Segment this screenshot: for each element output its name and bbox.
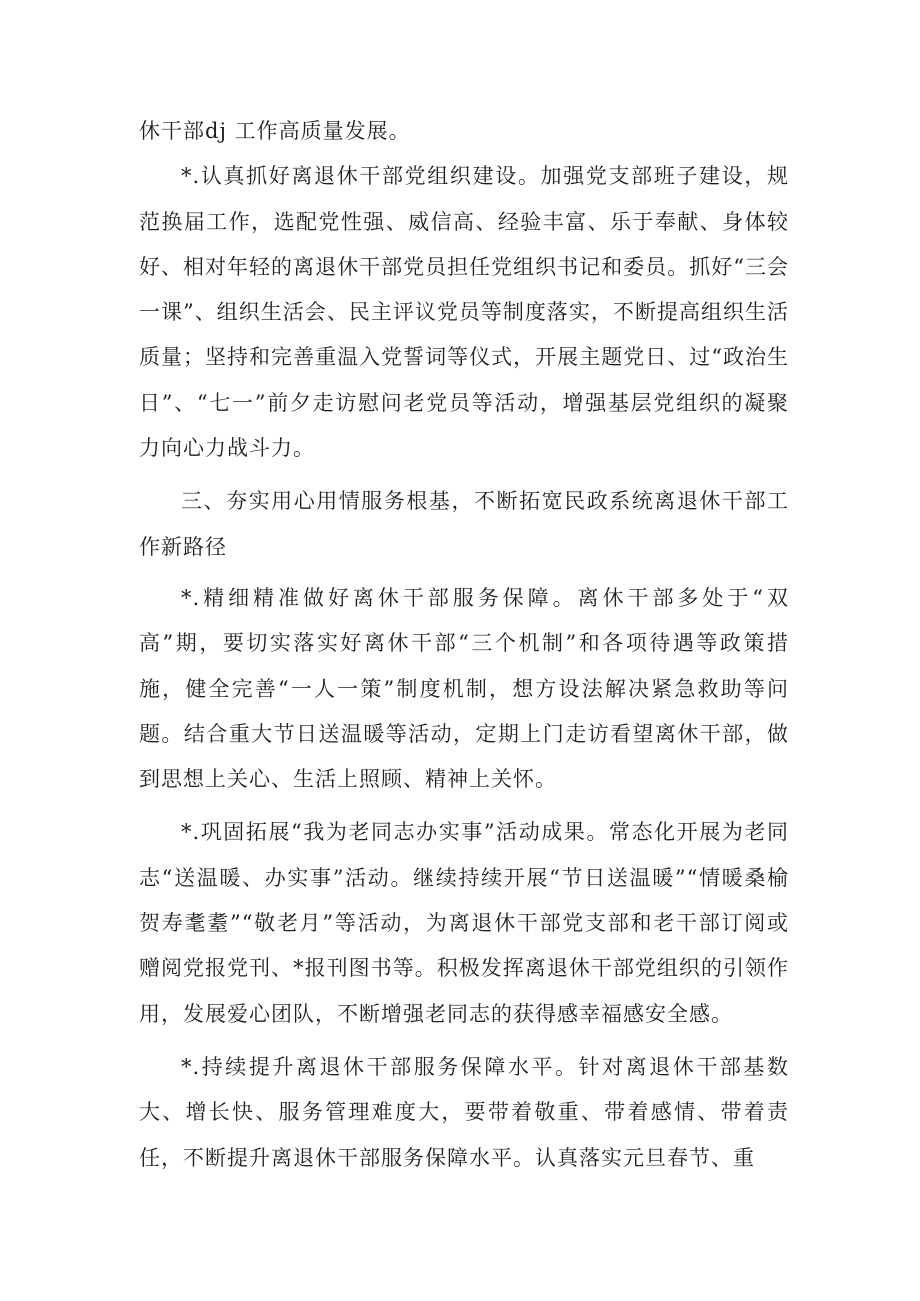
paragraph-practical-activities: *.巩固拓展“我为老同志办实事”活动成果。常态化开展为老同志“送温暖、办实事”活动。继续持续开展“节日送温暖”“情暖桑榆贺寿耄耋”“敬老月”等活动，为离退休干部党支部和老干部订阅或赠阅党报党刊、*报刊图书等。积极发挥离退休干部党组织的引领作用，发展爱心团队，不断增强老同志的获得感幸福感安全感。 [139, 820, 789, 1026]
section-heading-3: 三、夯实用心用情服务根基，不断拓宽民政系统离退休干部工作新路径 [139, 489, 789, 559]
paragraph-continuation: 休干部dj 工作高质量发展。 [139, 119, 411, 143]
paragraph-retired-service: *.精细精准做好离休干部服务保障。离休干部多处于“双高”期，要切实落实好离休干部“三个机制”和各项待遇等政策措施，健全完善“一人一策”制度机制，想方设法解决紧急救助等问题。结合重大节日送温暖等活动，定期上门走访看望离休干部，做到思想上关心、生活上照顾、精神上关怀。 [139, 585, 789, 792]
paragraph-party-organization: *.认真抓好离退休干部党组织建设。加强党支部班子建设，规范换届工作，选配党性强、威信高、经验丰富、乐于奉献、身体较好、相对年轻的离退休干部党员担任党组织书记和委员。抓好“三会一课”、组织生活会、民主评议党员等制度落实，不断提高组织生活质量；坚持和完善重温入党誓词等仪式，开展主题党日、过“政治生日”、“七一”前夕走访慰问老党员等活动，增强基层党组织的凝聚力向心力战斗力。 [139, 164, 789, 461]
document-body [139, 109, 789, 1189]
paragraph-service-level: *.持续提升离退休干部服务保障水平。针对离退休干部基数大、增长快、服务管理难度大，要带着敬重、带着感情、带着责任，不断提升离退休干部服务保障水平。认真落实元旦春节、重 [139, 1054, 789, 1170]
